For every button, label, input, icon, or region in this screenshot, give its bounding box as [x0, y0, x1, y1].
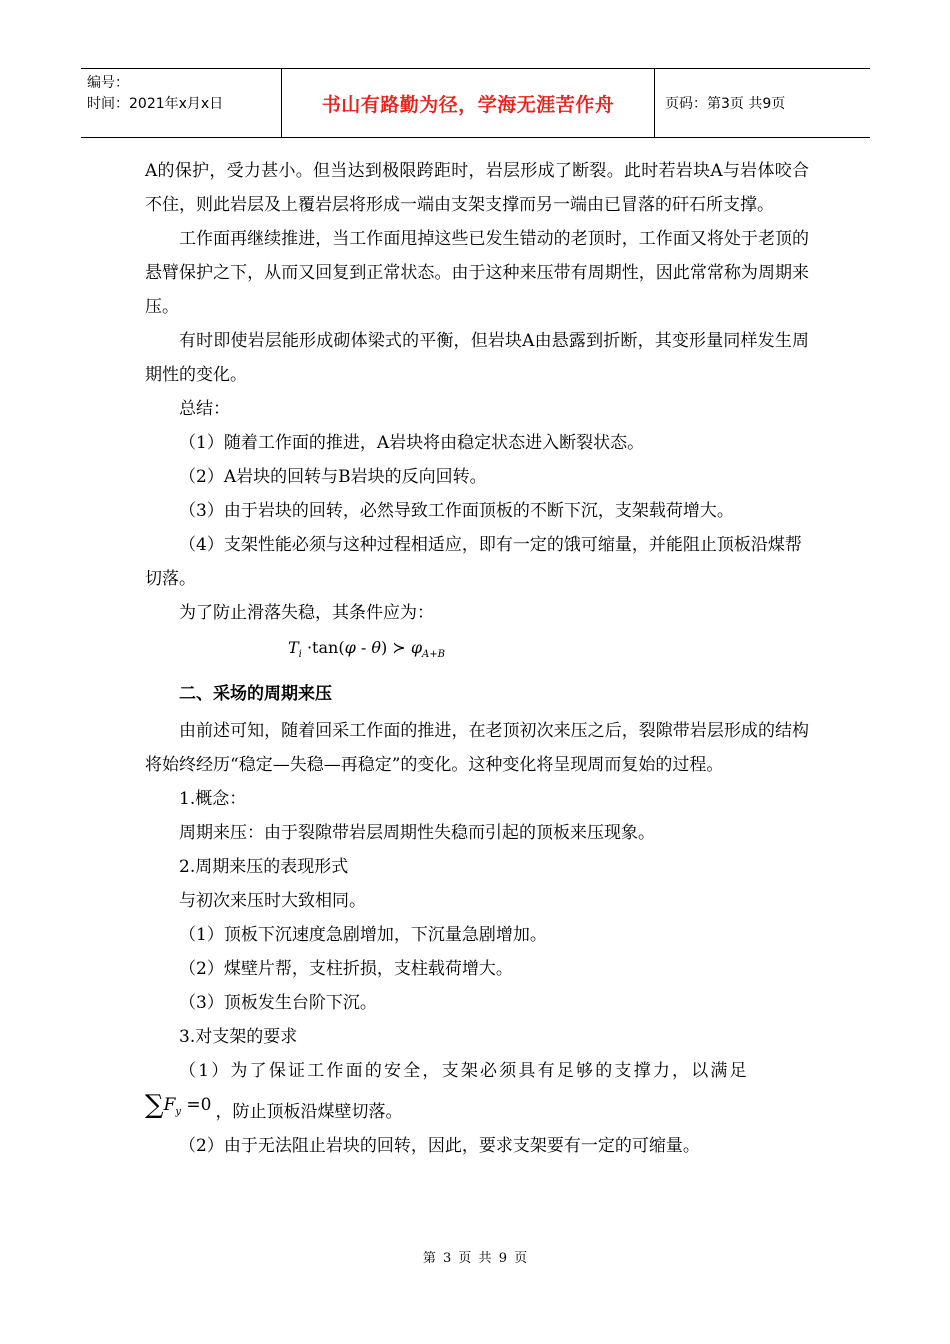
header-page-info: 页码：第3页 共9页 — [665, 96, 786, 112]
page-header — [81, 68, 870, 138]
support-item-1-tail: ，防止顶板沿煤壁切落。 — [215, 1102, 403, 1123]
summary-item-4: （4）支架性能必须与这种过程相适应，即有一定的饿可缩量，并能阻止顶板沿煤帮切落。 — [145, 535, 802, 589]
sum-formula-line — [145, 1088, 809, 1129]
header-meta — [81, 69, 282, 137]
formula-phi2: φ — [410, 638, 423, 657]
paragraph-4: 由前述可知，随着回采工作面的推进，在老顶初次来压之后，裂隙带岩层形成的结构将始终经历“稳定—失稳—再稳定”的变化。这种变化将呈现周而复始的过程。 — [145, 721, 809, 775]
summary-item-2: （2）A岩块的回转与B岩块的反向回转。 — [179, 467, 487, 487]
support-heading: 3.对支架的要求 — [179, 1027, 298, 1047]
formula-close: ) ≻ — [380, 638, 411, 657]
formula-minus: - — [355, 638, 372, 657]
concept-heading: 1.概念： — [179, 789, 247, 809]
condition-intro: 为了防止滑落失稳，其条件应为： — [179, 603, 434, 623]
forms-intro: 与初次来压时大致相同。 — [179, 891, 366, 911]
forms-heading: 2.周期来压的表现形式 — [179, 857, 349, 877]
support-item-1: （1）为了保证工作面的安全，支架必须具有足够的支撑力，以满足 — [179, 1061, 749, 1081]
formula-phi2-sub: A+B — [422, 649, 445, 661]
document-date: 时间：2021年x月x日 — [87, 96, 224, 112]
page-footer: 第 3 页 共 9 页 — [422, 1251, 528, 1266]
forms-item-3: （3）顶板发生台阶下沉。 — [179, 993, 377, 1013]
paragraph-2: 工作面再继续推进，当工作面甩掉这些已发生错动的老顶时，工作面又将处于老顶的悬臂保护之下，从而又回复到正常状态。由于这种来压带有周期性，因此常常称为周期来压。 — [145, 229, 809, 317]
formula-phi: φ — [344, 638, 356, 657]
formula-tan: ·tan( — [301, 638, 345, 657]
document-number-label: 编号： — [87, 75, 129, 91]
formula-t-sub: i — [298, 649, 302, 661]
formula-theta: θ — [371, 638, 381, 657]
sum-formula — [145, 1088, 211, 1129]
sum-f-sub: y — [175, 1106, 182, 1118]
sum-sigma: ∑ — [145, 1090, 164, 1120]
forms-item-1: （1）顶板下沉速度急剧增加，下沉量急剧增加。 — [179, 925, 547, 945]
sum-f: F — [163, 1095, 176, 1115]
support-item-2: （2）由于无法阻止岩块的回转，因此，要求支架要有一定的可缩量。 — [179, 1136, 700, 1157]
summary-item-3: （3）由于岩块的回转，必然导致工作面顶板的不断下沉，支架载荷增大。 — [179, 501, 734, 521]
stability-formula — [145, 630, 809, 674]
section-heading: 二、采场的周期来压 — [179, 684, 332, 704]
paragraph-3: 有时即使岩层能形成砌体梁式的平衡，但岩块A由悬露到折断，其变形量同样发生周期性的变化。 — [145, 331, 809, 385]
forms-item-2: （2）煤壁片帮，支柱折损，支柱载荷增大。 — [179, 959, 513, 979]
sum-eq: =0 — [181, 1095, 212, 1115]
concept-text: 周期来压：由于裂隙带岩层周期性失稳而引起的顶板来压现象。 — [179, 823, 655, 843]
summary-item-1: （1）随着工作面的推进，A岩块将由稳定状态进入断裂状态。 — [179, 433, 645, 453]
formula-t: T — [288, 638, 299, 657]
header-motto: 书山有路勤为径，学海无涯苦作舟 — [282, 69, 655, 137]
paragraph-1: A的保护，受力甚小。但当达到极限跨距时，岩层形成了断裂。此时若岩块A与岩体咬合不住，则此岩层及上覆岩层将形成一端由支架支撑而另一端由已冒落的矸石所支撑。 — [145, 161, 809, 215]
summary-label: 总结： — [179, 399, 230, 419]
document-body — [145, 154, 809, 1163]
